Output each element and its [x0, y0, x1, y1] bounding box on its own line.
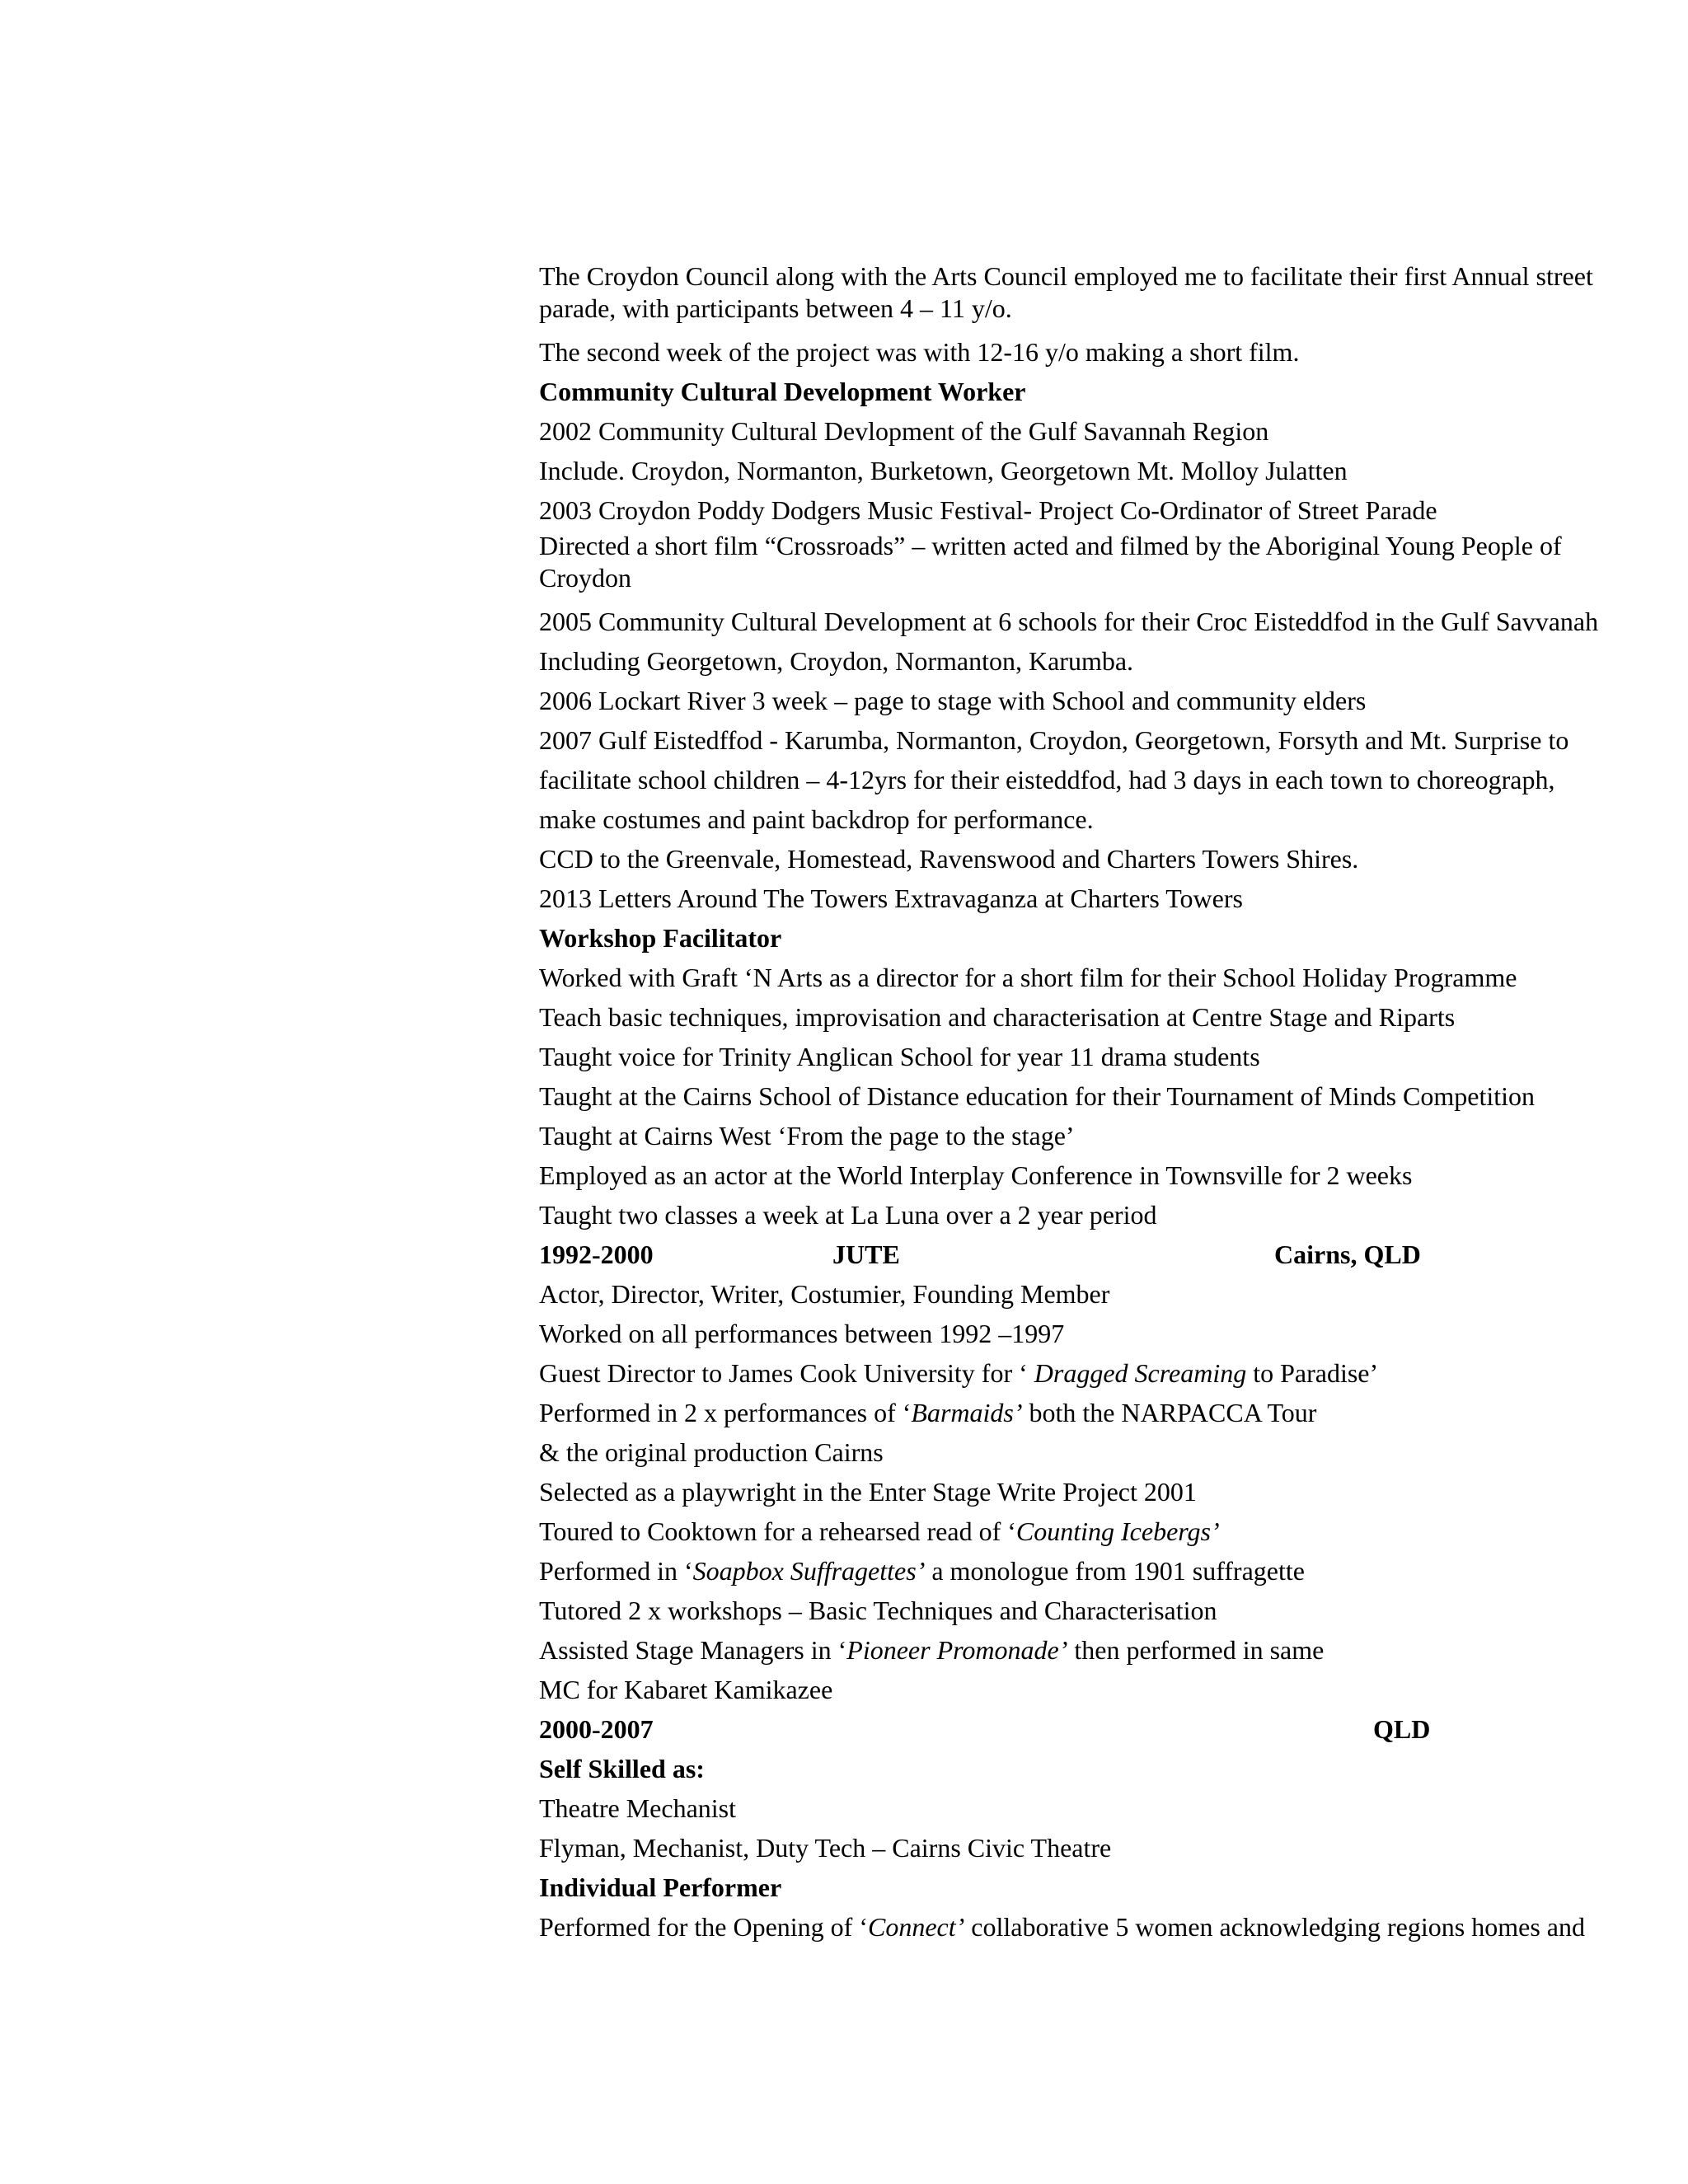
- line-pioneer-promonade: [539, 1630, 1643, 1670]
- line-2005-croc-eisteddfod: 2005 Community Cultural Development at 6 schools for their Croc Eisteddfod in the Gulf Savvanah: [539, 607, 1599, 636]
- line-distance-education: Taught at the Cairns School of Distance education for their Tournament of Minds Competition: [539, 1081, 1536, 1111]
- heading-workshop-facilitator: Workshop Facilitator: [539, 923, 782, 953]
- text-part: Performed for the Opening of ‘: [539, 1912, 868, 1942]
- line-guest-director: [539, 1353, 1643, 1393]
- title-connect: Connect’: [867, 1912, 965, 1942]
- line-2002-gulf-savannah: 2002 Community Cultural Devlopment of the Gulf Savannah Region: [539, 416, 1269, 446]
- title-counting-icebergs: Counting Icebergs’: [1015, 1516, 1220, 1546]
- title-soapbox-suffragettes: Soapbox Suffragettes’: [692, 1556, 926, 1586]
- title-barmaids: Barmaids’: [911, 1398, 1023, 1427]
- text-part: Toured to Cooktown for a rehearsed read of ‘: [539, 1516, 1016, 1546]
- jute-name: JUTE: [832, 1240, 900, 1269]
- line-2007-gulf-eisteddfod: 2007 Gulf Eistedffod - Karumba, Normanton, Croydon, Georgetown, Forsyth and Mt. Surprise to: [539, 725, 1569, 755]
- text-part: Performed in ‘: [539, 1556, 693, 1586]
- text-part: collaborative 5 women acknowledging regions homes and: [964, 1912, 1585, 1942]
- row-jute-heading: [539, 1235, 1643, 1274]
- line-include-towns: Include. Croydon, Normanton, Burketown, Georgetown Mt. Molloy Julatten: [539, 456, 1348, 485]
- line-facilitate-school-children: facilitate school children – 4-12yrs for their eisteddfod, had 3 days in each town to choreograph,: [539, 765, 1555, 794]
- paragraph-croydon-parade: The Croydon Council along with the Arts Council employed me to facilitate their first Annual street parade, with participants between 4 – 11 y/o.: [539, 261, 1593, 323]
- line-cairns-west: Taught at Cairns West ‘From the page to the stage’: [539, 1121, 1075, 1151]
- text-part: then performed in same: [1067, 1635, 1325, 1665]
- title-dragged-screaming: Dragged Screaming: [1034, 1358, 1247, 1388]
- line-enter-stage-write: Selected as a playwright in the Enter Stage Write Project 2001: [539, 1477, 1197, 1507]
- qld-place: QLD: [1373, 1714, 1431, 1744]
- line-including-towns: Including Georgetown, Croydon, Normanton, Karumba.: [539, 646, 1134, 676]
- line-2013-letters: 2013 Letters Around The Towers Extravaganza at Charters Towers: [539, 883, 1243, 913]
- line-theatre-mechanist: Theatre Mechanist: [539, 1793, 736, 1823]
- qld-years: 2000-2007: [539, 1714, 654, 1744]
- jute-years: 1992-2000: [539, 1240, 654, 1269]
- line-ccd-shires: CCD to the Greenvale, Homestead, Ravenswood and Charters Towers Shires.: [539, 844, 1359, 874]
- heading-community-cultural-development-worker: Community Cultural Development Worker: [539, 377, 1026, 406]
- title-pioneer-promonade: Pioneer Promonade’: [846, 1635, 1068, 1665]
- line-barmaids: [539, 1393, 1643, 1432]
- jute-place: Cairns, QLD: [1274, 1240, 1421, 1269]
- line-flyman: Flyman, Mechanist, Duty Tech – Cairns Civic Theatre: [539, 1833, 1112, 1863]
- line-2006-lockart-river: 2006 Lockart River 3 week – page to stage with School and community elders: [539, 686, 1367, 715]
- resume-page-body: [539, 260, 1643, 1947]
- line-cooktown: [539, 1511, 1643, 1551]
- line-world-interplay: Employed as an actor at the World Interplay Conference in Townsville for 2 weeks: [539, 1160, 1413, 1190]
- line-trinity-anglican: Taught voice for Trinity Anglican School for year 11 drama students: [539, 1042, 1260, 1071]
- line-all-performances: Worked on all performances between 1992 –1997: [539, 1319, 1065, 1348]
- line-mc-kabaret: MC for Kabaret Kamikazee: [539, 1675, 833, 1704]
- paragraph-crossroads-film: Directed a short film “Crossroads” – written acted and filmed by the Aboriginal Young People of Croydon: [539, 531, 1562, 593]
- line-la-luna: Taught two classes a week at La Luna over a 2 year period: [539, 1200, 1157, 1230]
- text-part: both the NARPACCA Tour: [1022, 1398, 1317, 1427]
- text-part: Assisted Stage Managers in ‘: [539, 1635, 847, 1665]
- row-qld-heading: [539, 1709, 1643, 1749]
- heading-self-skilled: Self Skilled as:: [539, 1754, 705, 1783]
- line-jute-roles: Actor, Director, Writer, Costumier, Founding Member: [539, 1279, 1110, 1309]
- line-2003-poddy-dodgers: 2003 Croydon Poddy Dodgers Music Festival- Project Co-Ordinator of Street Parade: [539, 495, 1437, 525]
- text-part: a monologue from 1901 suffragette: [925, 1556, 1305, 1586]
- line-soapbox: [539, 1551, 1643, 1591]
- line-teach-basic-techniques: Teach basic techniques, improvisation and characterisation at Centre Stage and Riparts: [539, 1002, 1456, 1032]
- line-connect-opening: [539, 1907, 1643, 1947]
- heading-individual-performer: Individual Performer: [539, 1872, 782, 1902]
- text-part: to Paradise’: [1246, 1358, 1379, 1388]
- line-graft-n-arts: Worked with Graft ‘N Arts as a director for a short film for their School Holiday Programme: [539, 963, 1517, 992]
- line-tutored-workshops: Tutored 2 x workshops – Basic Techniques and Characterisation: [539, 1596, 1217, 1625]
- line-make-costumes: make costumes and paint backdrop for performance.: [539, 804, 1094, 834]
- line-short-film-week: The second week of the project was with 12-16 y/o making a short film.: [539, 337, 1300, 367]
- text-part: Performed in 2 x performances of ‘: [539, 1398, 912, 1427]
- text-part: Guest Director to James Cook University for ‘: [539, 1358, 1034, 1388]
- line-original-production: & the original production Cairns: [539, 1437, 884, 1467]
